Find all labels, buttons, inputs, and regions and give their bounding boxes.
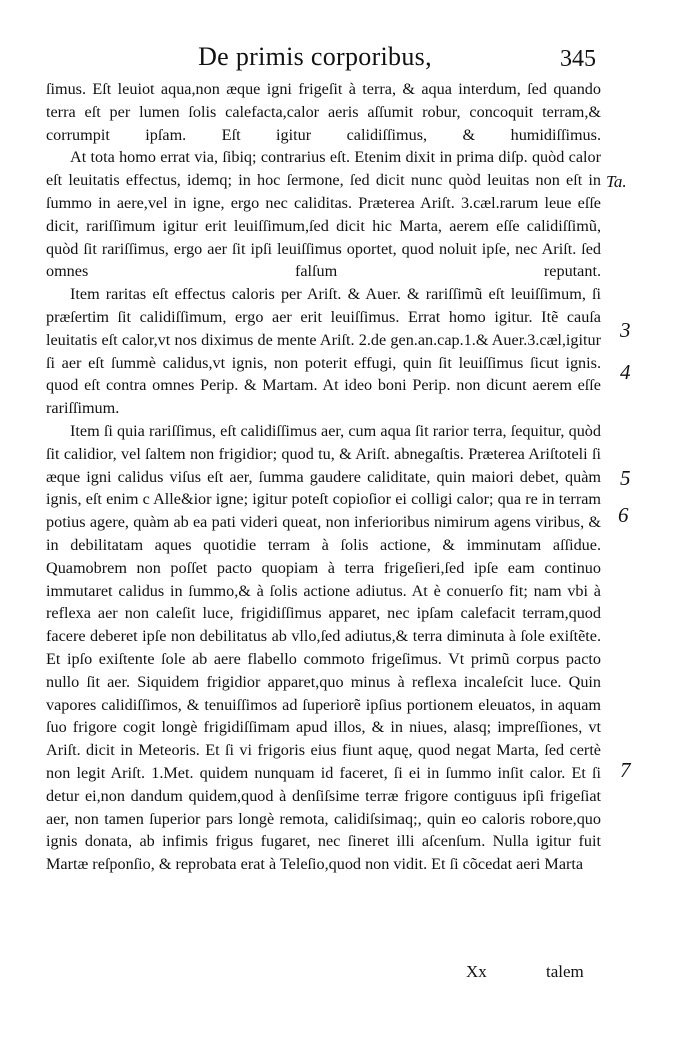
- paragraph-2: At tota homo errat via, ſibiq; contrarius eſt. Etenim dixit in prima diſp. quòd calor eſt leuitatis effectus, idemq; in hoc ſermone, ſed dicit nunc quòd leuitas non eſt in ſummo in aere,vel in igne, ergo nec caliditas. Præterea Ariſt. 3.cæl.rarum leue eſſe dicit, rariſſimum igitur erit leuiſſimum,ſed dicit hic Marta, aerem eſſe calidiſſimũ, quòd ſit rariſſimus, ergo aer ſit ipſi leuiſſimus oportet, quod noluit ipſe, nec Ariſt. ſed omnes falſum reputant.: [46, 148, 601, 281]
- margin-note-6: 6: [618, 503, 629, 527]
- margin-note-ta: Ta.: [606, 172, 627, 191]
- signature-mark: Xx: [466, 962, 487, 981]
- page-number: 345: [560, 46, 596, 72]
- paragraph-1: ſimus. Eſt leuiot aqua,non æque igni frigeſit à terra, & aqua interdum, ſed quando terra eſt per lumen ſolis calefacta,calor aeris aſſumit robur, concoquit terram,& corrumpit ipſam. Eſt igitur calidiſſimus, & humidiſſimus.: [46, 80, 601, 144]
- paragraph-3: Item raritas eſt effectus caloris per Ariſt. & Auer. & rariſſimũ eſt leuiſſimum, ſi præſertim ſit calidiſſimum, ergo aer erit leuiſſimus. Errat homo igitur. Itẽ cauſa leuitatis eſt calor,vt nos diximus de mente Ariſt. 2.de gen.an.cap.1.& Auer.3.cæl,igitur ſi aer eſt ſummè calidus,vt ignis, non poterit effugi, quin ſit leuiſſimus ſicut ignis. quod eſt contra omnes Perip. & Martam. At ideo boni Perip. non dicunt aerem eſſe rariſſimum.: [46, 285, 601, 418]
- running-title: De primis corporibus,: [198, 42, 432, 71]
- paragraph-4: Item ſi quia rariſſimus, eſt calidiſſimus aer, cum aqua ſit rarior terra, ſequitur, quòd ſit calidior, vel ſaltem non frigidior; quod tu, & Ariſt. abnegaſtis. Præterea Ariſtoteli ſi æque igni calidus viſus eſt aer, ſumma gaudere caliditate, quin maiori debet, quàm ignis, eſt enim c Alle&ior igne; igitur poteſt copioſior ei colligi calor; qua re in terram potius agere, quàm ab ea pati videri queat, non inferioribus nimirum agens viribus, & in debilitatam aques quotidie terram à ſolis actione, & imminutam aſſidue. Quamobrem non poſſet pacto quopiam à terra frigeſieri,ſed ipſe eam continuo immutaret calidus in ſummo,& à ſolis actione adiutus. At è conuerſo fit; nam vbi à reflexa aer non caleſit luce, frigidiſſimus apparet, nec ipſam calefacit terram,quod facere deberet ipſe non debilitatus ab vllo,ſed adiutus,& terra diminuta à ſole exiſtẽte. Et ipſo exiſtente ſole ab aere flabello commoto frigeſimus. Vt primũ corpus pacto nullo ſit aer. Siquidem frigidior apparet,quo minus à reflexa incaleſcit luce. Quin vapores calidiſſimos, & tenuiſſimos ad ſuperiorẽ ipſius portionem eleuatos, in aquam ſuo frigore cogit longè frigidiſſimam apud illos, & in niues, alasq; impreſſiones, vt Ariſt. dicit in Meteoris. Et ſi vi frigoris eius fiunt aquę, quod negat Marta, ſed certè non legit Ariſt. 1.Met. quidem nunquam id faceret, ſi ei in ſummo inſit calor. Et ſi detur ei,non dandum quidem,quod à denſiſsime terræ frigore contiguus ipſi frigeſiat aer, non tamen ſuperior pars longè remota, calidiſsimaq;, quin eo caloris robore,quo ignis donata, ab infimis frigus fugaret, nec ſineret illi aſcenſum. Nulla igitur fuit Martæ reſponſio, & reprobata erat à Teleſio,quod non vidit. Et ſi cõcedat aeri Marta: [46, 421, 601, 874]
- margin-note-3: 3: [620, 318, 631, 342]
- margin-note-7: 7: [620, 758, 631, 782]
- catchword: talem: [546, 962, 584, 981]
- body-text: [46, 78, 601, 876]
- margin-note-5: 5: [620, 466, 631, 490]
- margin-note-4: 4: [620, 360, 631, 384]
